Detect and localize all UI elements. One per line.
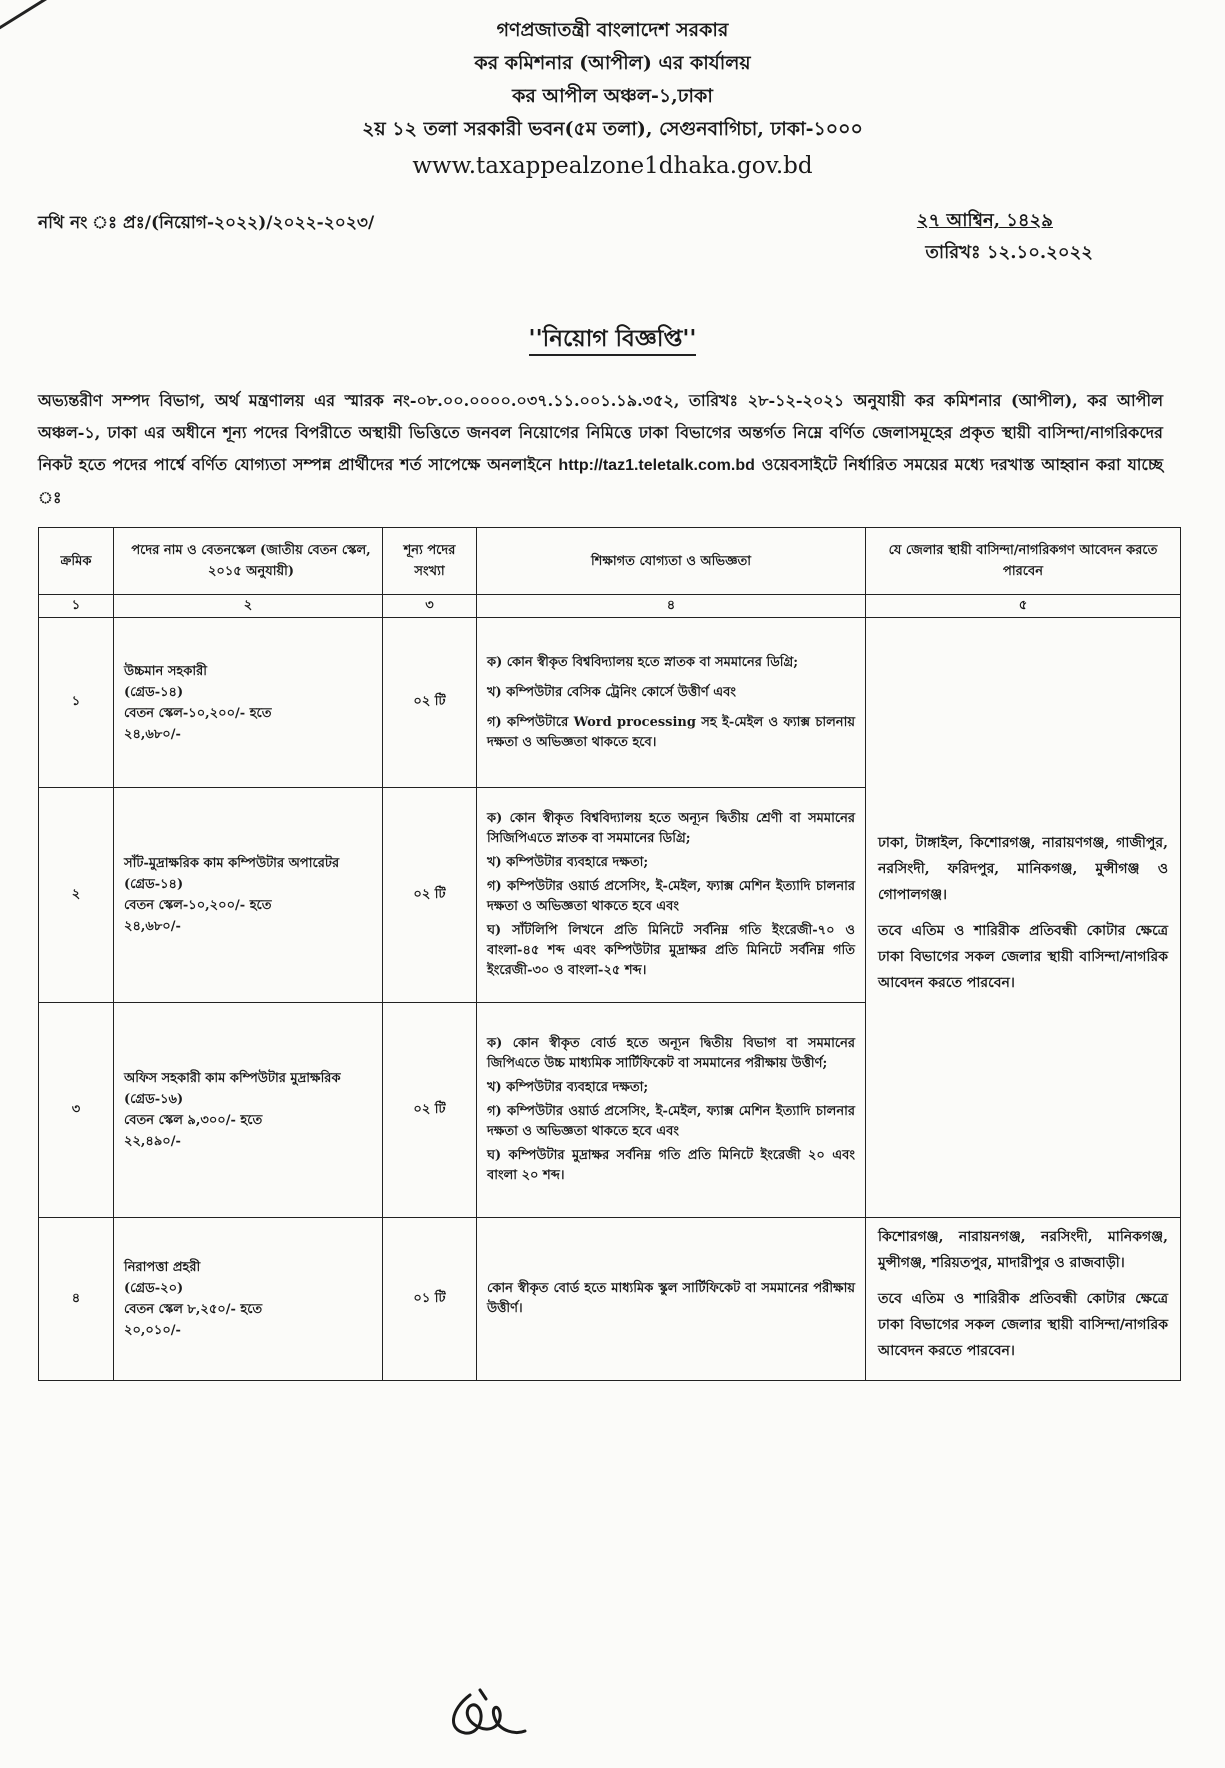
district-list: ঢাকা, টাঙ্গাইল, কিশোরগঞ্জ, নারায়ণগঞ্জ, গাজীপুর, নরসিংদী, ফরিদপুর, মানিকগঞ্জ, মুন্সীগঞ্জ ও গোপালগঞ্জ। — [878, 834, 1168, 903]
qualification-item: খ) কম্পিউটার ব্যবহারে দক্ষতা; — [487, 1080, 649, 1095]
header-post: পদের নাম ও বেতনস্কেল (জাতীয় বেতন স্কেল, ২০১৫ অনুযায়ী) — [114, 528, 383, 595]
header-districts: যে জেলার স্থায়ী বাসিন্দা/নাগরিকগণ আবেদন করতে পারবেন — [866, 528, 1181, 595]
post-name: নিরাপত্তা প্রহরী — [124, 1260, 201, 1275]
post-grade: (গ্রেড-১৪) — [124, 877, 184, 892]
qualification-item: খ) কম্পিউটার ব্যবহারে দক্ষতা; — [487, 855, 649, 870]
office-name: কর কমিশনার (আপীল) এর কার্যালয় — [474, 52, 751, 74]
districts-cell — [866, 1218, 1181, 1381]
table-row — [39, 618, 1181, 788]
post-scale-to: ২৪,৬৮০/- — [124, 726, 181, 742]
qualification-item: ক) কোন স্বীকৃত বিশ্ববিদ্যালয় হতে অন্যূন দ্বিতীয় শ্রেণী বা সমমানের সিজিপিএতে স্নাতক বা সমমানের ডিগ্রি; — [487, 811, 855, 846]
qualification-item: গ) কম্পিউটারে Word processing সহ ই-মেইল ও ফ্যাক্স চালনায় দক্ষতা ও অভিজ্ঞতা থাকতে হবে। — [487, 714, 855, 750]
column-number: ২ — [114, 595, 383, 618]
post-scale: বেতন স্কেল-১০,২০০/- হতে — [124, 898, 272, 913]
post-scale: বেতন স্কেল-১০,২০০/- হতে — [124, 705, 272, 721]
districts-cell — [866, 618, 1181, 1218]
vacancy-count: ০২ টি — [383, 1003, 477, 1218]
vacancy-count: ০২ টি — [383, 618, 477, 788]
header-serial: ক্রমিক — [39, 528, 114, 595]
application-link[interactable]: http://taz1.teletalk.com.bd — [558, 457, 755, 474]
vacancy-count: ০২ টি — [383, 788, 477, 1003]
column-number: ৫ — [866, 595, 1181, 618]
qualification-item: ক) কোন স্বীকৃত বোর্ড হতে অন্যূন দ্বিতীয় বিভাগ বা সমমানের জিপিএতে উচ্চ মাধ্যমিক সার্টিফিকেট বা সমমানের পরীক্ষায় উত্তীর্ণ; — [487, 1036, 855, 1071]
vacancy-table — [38, 527, 1181, 1381]
qualification-cell — [477, 1218, 866, 1381]
qualification-item: গ) কম্পিউটার ওয়ার্ড প্রসেসিং, ই-মেইল, ফ্যাক্স মেশিন ইত্যাদি চালনার দক্ষতা ও অভিজ্ঞতা থাকতে হবে এবং — [487, 879, 855, 914]
qualification-item: গ) কম্পিউটার ওয়ার্ড প্রসেসিং, ই-মেইল, ফ্যাক্স মেশিন ইত্যাদি চালনার দক্ষতা ও অভিজ্ঞতা থাকতে হবে এবং — [487, 1104, 855, 1139]
intro-paragraph — [38, 385, 1163, 514]
post-cell — [114, 1003, 383, 1218]
qualification-item: কোন স্বীকৃত বোর্ড হতে মাধ্যমিক স্কুল সার্টিফিকেট বা সমমানের পরীক্ষায় উত্তীর্ণ। — [487, 1281, 855, 1316]
post-scale: বেতন স্কেল ৯,৩০০/- হতে — [124, 1113, 263, 1128]
header-vacancies: শূন্য পদের সংখ্যা — [383, 528, 477, 595]
post-grade: (গ্রেড-২০) — [124, 1281, 184, 1296]
table-header-row — [39, 528, 1181, 595]
post-cell — [114, 1218, 383, 1381]
bangla-date: ২৭ আশ্বিন, ১৪২৯ — [916, 210, 1053, 231]
quota-note: তবে এতিম ও শারিরীক প্রতিবন্ধী কোটার ক্ষেত্রে ঢাকা বিভাগের সকল জেলার স্থায়ী বাসিন্দা/নাগরিক আবেদন করতে পারবেন। — [878, 1291, 1168, 1359]
qualification-item: ক) কোন স্বীকৃত বিশ্ববিদ্যালয় হতে স্নাতক বা সমমানের ডিগ্রি; — [487, 654, 799, 670]
intro-text-end: ওয়েবসাইটে নির্ধারিত সময়ের মধ্যে দরখাস্ত আহ্বান করা যাচ্ছে ঃ — [38, 455, 1164, 507]
qualification-item: ঘ) সাঁটলিপি লিখনে প্রতি মিনিটে সর্বনিম্ন গতি ইংরেজী-৭০ ও বাংলা-৪৫ শব্দ এবং কম্পিউটার মুদ্রাক্ষর প্রতি মিনিটে সর্বনিম্ন গতি ইংরেজী-৩০ ও বাংলা-২৫ শব্দ। — [487, 923, 855, 978]
column-number-row — [39, 595, 1181, 618]
row-serial: ১ — [39, 618, 114, 788]
column-number: ৪ — [477, 595, 866, 618]
row-serial: ২ — [39, 788, 114, 1003]
header-qualification: শিক্ষাগত যোগ্যতা ও অভিজ্ঞতা — [477, 528, 866, 595]
post-scale: বেতন স্কেল ৮,২৫০/- হতে — [124, 1302, 263, 1317]
post-name: অফিস সহকারী কাম কম্পিউটার মুদ্রাক্ষরিক — [124, 1071, 341, 1086]
notice-title: ''নিয়োগ বিজ্ঞপ্তি'' — [0, 320, 1225, 359]
memo-number: নথি নং ঃ প্রঃ/(নিয়োগ-২০২২)/২০২২-২০২৩/ — [38, 213, 375, 233]
website-url[interactable]: www.taxappealzone1dhaka.gov.bd — [412, 153, 813, 179]
post-name: সাঁট-মুদ্রাক্ষরিক কাম কম্পিউটার অপারেটর — [124, 856, 340, 871]
post-name: উচ্চমান সহকারী — [124, 663, 207, 679]
issue-date: তারিখঃ ১২.১০.২০২২ — [925, 242, 1093, 263]
column-number: ১ — [39, 595, 114, 618]
vacancy-count: ০১ টি — [383, 1218, 477, 1381]
column-number: ৩ — [383, 595, 477, 618]
qualification-item: ঘ) কম্পিউটার মুদ্রাক্ষর সর্বনিম্ন গতি প্রতি মিনিটে ইংরেজী ২০ এবং বাংলা ২০ শব্দ। — [487, 1148, 855, 1183]
district-list: কিশোরগঞ্জ, নারায়নগঞ্জ, নরসিংদী, মানিকগঞ্জ, মুন্সীগঞ্জ, শরিয়তপুর, মাদারীপুর ও রাজবাড়ী। — [878, 1229, 1168, 1271]
post-scale-to: ২৪,৬৮০/- — [124, 919, 181, 934]
qualification-cell — [477, 618, 866, 788]
table-row — [39, 1218, 1181, 1381]
intro-text: অভ্যন্তরীণ সম্পদ বিভাগ, অর্থ মন্ত্রণালয় এর স্মারক নং-০৮.০০.০০০০.০৩৭.১১.০০১.১৯.৩৫২, তারিখঃ ২৮-১২-২০২১ অনুযায়ী কর কমিশনার (আপীল), কর আপীল অঞ্চল-১, ঢাকা এর অধীনে শূন্য পদের বিপরীতে অস্থায়ী ভিত্তিতে জনবল নিয়োগের নিমিত্তে ঢাকা বিভাগের অন্তর্গত নিম্নে বর্ণিত জেলাসমূহের প্রকৃত স্থায়ী বাসিন্দা/নাগরিকদের নিকট হতে পদের পার্শ্বে বর্ণিত যোগ্যতা সম্পন্ন প্রার্থীদের শর্ত সাপেক্ষে অনলাইনে — [38, 391, 1163, 474]
post-grade: (গ্রেড-১৪) — [124, 684, 184, 700]
date-block — [916, 205, 1093, 269]
quota-note: তবে এতিম ও শারিরীক প্রতিবন্ধী কোটার ক্ষেত্রে ঢাকা বিভাগের সকল জেলার স্থায়ী বাসিন্দা/নাগরিক আবেদন করতে পারবেন। — [878, 922, 1168, 991]
post-grade: (গ্রেড-১৬) — [124, 1092, 184, 1107]
row-serial: ৩ — [39, 1003, 114, 1218]
letterhead — [0, 14, 1225, 184]
office-address: ২য় ১২ তলা সরকারী ভবন(৫ম তলা), সেগুনবাগিচা, ঢাকা-১০০০ — [362, 118, 863, 140]
qualification-cell — [477, 788, 866, 1003]
qualification-item: খ) কম্পিউটার বেসিক ট্রেনিং কোর্সে উত্তীর্ণ এবং — [487, 684, 737, 700]
post-scale-to: ২২,৪৯০/- — [124, 1134, 181, 1149]
signature-icon — [440, 1685, 530, 1745]
post-cell — [114, 788, 383, 1003]
zone-name: কর আপীল অঞ্চল-১,ঢাকা — [512, 85, 713, 107]
post-cell — [114, 618, 383, 788]
government-name: গণপ্রজাতন্ত্রী বাংলাদেশ সরকার — [496, 19, 729, 41]
row-serial: ৪ — [39, 1218, 114, 1381]
qualification-cell — [477, 1003, 866, 1218]
post-scale-to: ২০,০১০/- — [124, 1323, 181, 1338]
